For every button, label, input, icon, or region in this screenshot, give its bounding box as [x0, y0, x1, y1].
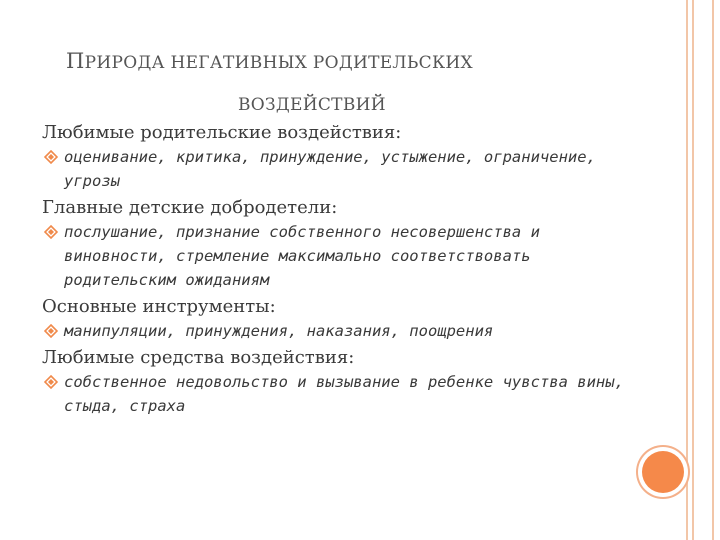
orange-circle-icon [642, 451, 684, 493]
bullet-text: оценивание, критика, принуждение, устыжение, ограничение, угрозы [64, 148, 596, 190]
diamond-bullet-icon [44, 324, 58, 338]
slide-content [42, 120, 642, 420]
title-line-1 [66, 40, 626, 84]
section-heading: Главные детские добродетели: [42, 197, 338, 218]
bullet-item [42, 220, 642, 292]
diamond-bullet-icon [44, 225, 58, 239]
border-line [692, 0, 694, 540]
section-heading: Любимые родительские воздействия: [42, 122, 402, 143]
bullet-item [42, 319, 642, 343]
bullet-text: послушание, признание собственного несовершенства и виновности, стремление максимально соответствовать родительским ожиданиям [64, 223, 540, 289]
diamond-bullet-icon [44, 375, 58, 389]
bullet-item [42, 145, 642, 193]
bullet-text: собственное недовольство и вызывание в ребенке чувства вины, стыда, страха [64, 373, 624, 415]
title-first-capital: П [66, 49, 85, 73]
section-heading: Основные инструменты: [42, 296, 276, 317]
title-line-2: ВОЗДЕЙСТВИЙ [238, 95, 386, 115]
bullet-text: манипуляции, принуждения, наказания, поощрения [64, 322, 494, 340]
section-heading: Любимые средства воздействия: [42, 347, 355, 368]
border-line [686, 0, 688, 540]
diamond-bullet-icon [44, 150, 58, 164]
border-line [712, 0, 714, 540]
bullet-item [42, 370, 642, 418]
slide-title [66, 40, 626, 126]
title-line-1-text: РИРОДА НЕГАТИВНЫХ РОДИТЕЛЬСКИХ [84, 53, 473, 73]
